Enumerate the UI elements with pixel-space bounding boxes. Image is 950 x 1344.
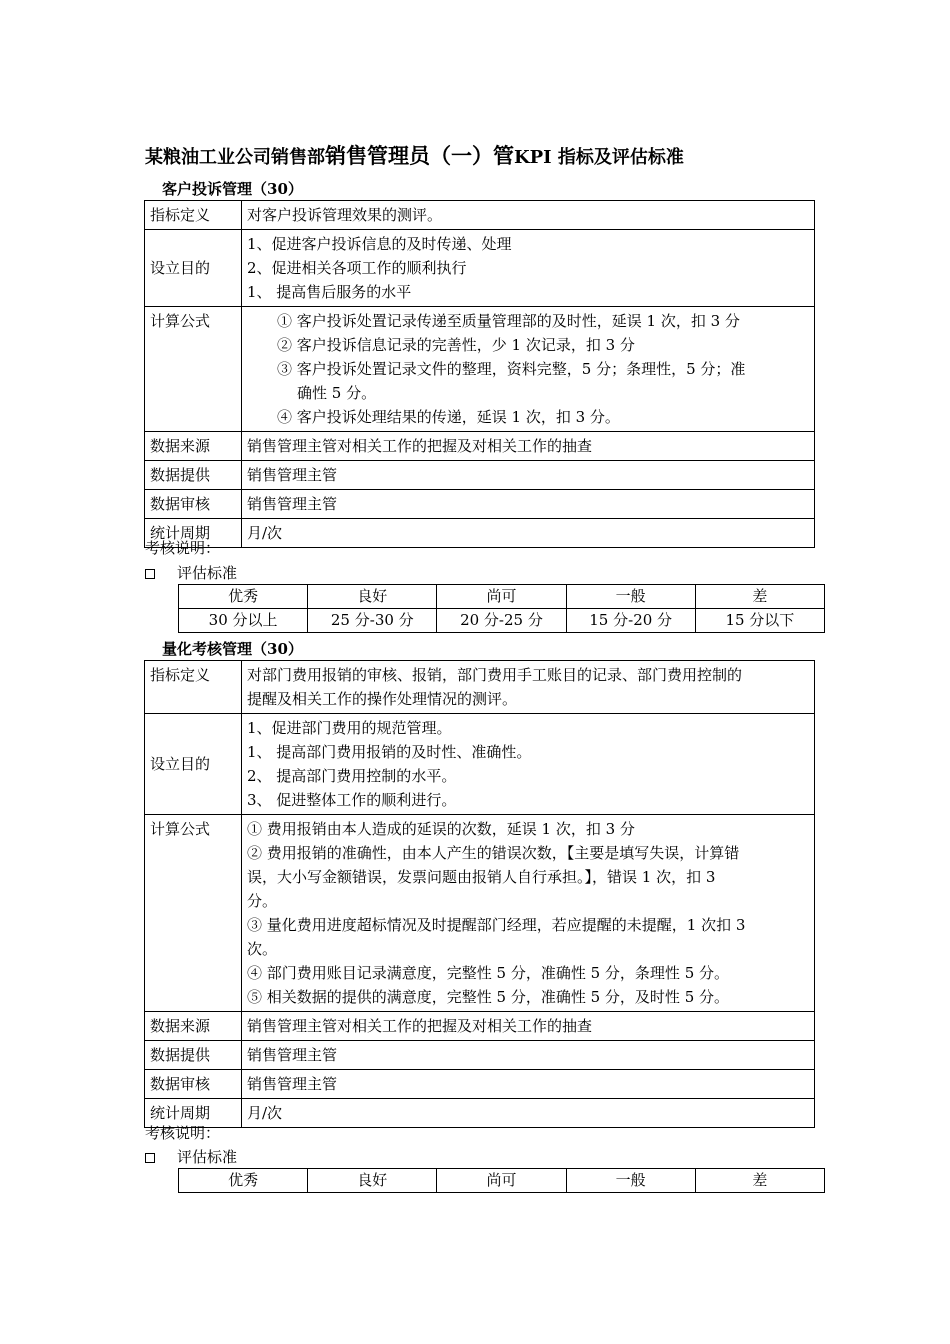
row-value [242,307,815,432]
formula-line: ② 费用报销的准确性，由本人产生的错误次数，【主要是填写失误，计算错 [247,844,740,862]
grade-cell: 一般 [566,585,695,609]
formula-line: 误，大小写金额错误，发票问题由报销人自行承担。】，错误 1 次，扣 3 [247,868,716,886]
row-label: 计算公式 [145,815,242,1012]
row-label: 数据来源 [145,432,242,461]
table-row [179,1169,825,1193]
score-cell: 15 分以下 [695,609,824,633]
purpose-line: 2、 提高部门费用控制的水平。 [247,767,457,785]
formula-line: ④ 部门费用账目记录满意度，完整性 5 分，准确性 5 分，条理性 5 分。 [247,964,730,982]
table-row [145,432,815,461]
purpose-line: 3、 促进整体工作的顺利进行。 [247,791,457,809]
grade-cell: 尚可 [437,585,566,609]
formula-line: 分。 [247,892,278,910]
row-value [242,230,815,307]
row-value [242,815,815,1012]
criteria-label: 评估标准 [177,564,238,582]
row-label: 数据来源 [145,1012,242,1041]
table-row [145,815,815,1012]
table-row [145,461,815,490]
purpose-line: 1、促进部门费用的规范管理。 [247,719,452,737]
page-title [145,140,684,170]
row-label: 数据提供 [145,1041,242,1070]
formula-line: ① 费用报销由本人造成的延误的次数，延误 1 次，扣 3 分 [247,820,635,838]
row-label: 设立目的 [145,714,242,815]
grade-cell: 优秀 [179,1169,308,1193]
grade-cell: 一般 [566,1169,695,1193]
formula-line: ③ 量化费用进度超标情况及时提醒部门经理，若应提醒的未提醒，1 次扣 3 [247,916,746,934]
row-value [242,661,815,714]
table-row [145,490,815,519]
purpose-line: 2、促进相关各项工作的顺利执行 [247,259,467,277]
score-cell: 30 分以上 [179,609,308,633]
table-row [145,1041,815,1070]
title-part1: 某粮油工业公司销售部 [145,147,325,168]
purpose-line: 1、促进客户投诉信息的及时传递、处理 [247,235,512,253]
table-row [179,585,825,609]
assessment-note: 考核说明： [145,1124,221,1142]
table-row [145,1070,815,1099]
section-heading-complaint: 客户投诉管理（30） [162,180,303,198]
grade-table-complaint [178,584,825,633]
row-value: 月/次 [242,1099,815,1128]
row-label: 计算公式 [145,307,242,432]
score-cell: 25 分-30 分 [308,609,437,633]
table-row [145,1099,815,1128]
row-value: 对客户投诉管理效果的测评。 [242,201,815,230]
row-label: 指标定义 [145,661,242,714]
row-value: 销售管理主管 [242,490,815,519]
title-part3: KPI 指标及评估标准 [514,147,684,168]
grade-cell: 差 [695,1169,824,1193]
formula-line: ④ 客户投诉处理结果的传递，延误 1 次，扣 3 分。 [277,408,620,426]
row-value: 销售管理主管对相关工作的把握及对相关工作的抽查 [242,1012,815,1041]
row-label: 统计周期 [145,519,242,548]
row-label: 指标定义 [145,201,242,230]
formula-line: ③ 客户投诉处置记录文件的整理，资料完整，5 分；条理性，5 分；准 [277,360,746,378]
grade-cell: 良好 [308,585,437,609]
criteria-heading [145,1146,237,1167]
grade-cell: 差 [695,585,824,609]
row-label: 统计周期 [145,1099,242,1128]
assessment-note: 考核说明： [145,539,221,557]
table-row [179,609,825,633]
table-row [145,307,815,432]
formula-line: ⑤ 相关数据的提供的满意度，完整性 5 分，准确性 5 分，及时性 5 分。 [247,988,730,1006]
row-value [242,714,815,815]
row-label: 数据审核 [145,1070,242,1099]
row-label: 数据提供 [145,461,242,490]
score-cell: 20 分-25 分 [437,609,566,633]
table-row [145,714,815,815]
title-part2: 销售管理员（一）管 [325,143,514,168]
section-heading-quant: 量化考核管理（30） [162,640,303,658]
row-value: 销售管理主管 [242,1070,815,1099]
table-row [145,201,815,230]
purpose-line: 1、 提高售后服务的水平 [247,283,412,301]
kpi-table-quant [144,660,815,1128]
grade-table-quant [178,1168,825,1193]
checkbox-icon [145,1153,155,1163]
criteria-heading [145,562,237,583]
row-label: 数据审核 [145,490,242,519]
grade-cell: 尚可 [437,1169,566,1193]
purpose-line: 1、 提高部门费用报销的及时性、准确性。 [247,743,532,761]
def-line: 提醒及相关工作的操作处理情况的测评。 [247,690,518,708]
formula-line: 确性 5 分。 [297,384,377,402]
row-value: 月/次 [242,519,815,548]
grade-cell: 优秀 [179,585,308,609]
kpi-table-complaint [144,200,815,548]
row-value: 销售管理主管 [242,1041,815,1070]
checkbox-icon [145,569,155,579]
formula-line: 次。 [247,940,278,958]
table-row [145,1012,815,1041]
def-line: 对部门费用报销的审核、报销，部门费用手工账目的记录、部门费用控制的 [247,666,743,684]
row-label: 设立目的 [145,230,242,307]
score-cell: 15 分-20 分 [566,609,695,633]
criteria-label: 评估标准 [177,1148,238,1166]
row-value: 销售管理主管 [242,461,815,490]
table-row [145,230,815,307]
table-row [145,519,815,548]
formula-line: ① 客户投诉处置记录传递至质量管理部的及时性，延误 1 次，扣 3 分 [277,312,740,330]
grade-cell: 良好 [308,1169,437,1193]
row-value: 销售管理主管对相关工作的把握及对相关工作的抽查 [242,432,815,461]
table-row [145,661,815,714]
formula-line: ② 客户投诉信息记录的完善性，少 1 次记录，扣 3 分 [277,336,635,354]
